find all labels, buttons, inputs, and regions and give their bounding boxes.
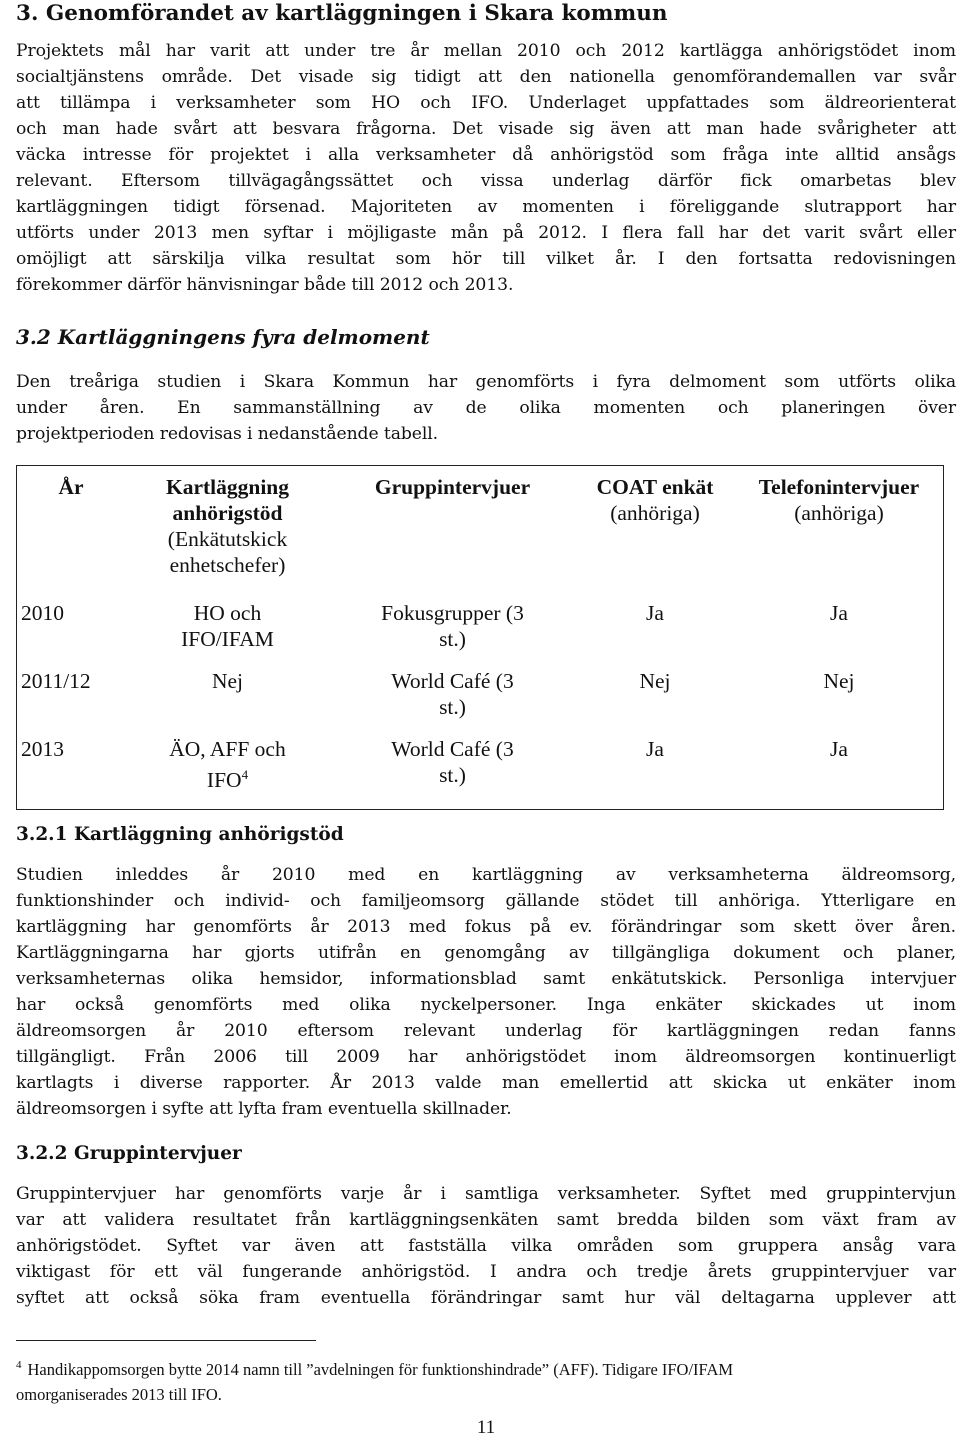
page-number: 11: [476, 1417, 496, 1438]
text-line: funktionshinder och individ- och familjeomsorg gällande stödet till anhöriga. Ytterligare en: [16, 891, 956, 911]
cell-telefon: Ja: [830, 737, 848, 761]
header-gruppintervjuer-label: Gruppintervjuer: [374, 475, 531, 499]
cell-telefon: Ja: [830, 601, 848, 625]
cell-gruppintervjuer: [330, 734, 575, 810]
text-line: under åren. En sammanställning av de olika momenten och planeringen över: [16, 398, 956, 418]
table-header-row: [17, 466, 944, 593]
text-line: kartlagts i diverse rapporter. År 2013 valde man emellertid att skicka ut enkäter inom: [16, 1073, 956, 1093]
text-line: kartläggning har genomförts år 2013 med fokus på ev. förändringar som skett över åren.: [16, 917, 956, 937]
text-line: relevant. Eftersom tillvägagångssättet och vissa underlag därför fick omarbetas blev: [16, 171, 956, 191]
text-line: äldreomsorgen år 2010 eftersom relevant underlag för kartläggningen redan fanns: [16, 1021, 956, 1041]
text-line: Studien inleddes år 2010 med en kartläggning av verksamheterna äldreomsorg,: [16, 865, 956, 885]
cell-gruppintervjuer-text: World Café (3 st.): [391, 669, 514, 719]
table-row: [17, 734, 944, 810]
text-line: viktigast för ett väl fungerande anhörigstöd. I andra och tredje årets gruppintervjuer var: [16, 1262, 956, 1282]
cell-gruppintervjuer: [330, 666, 575, 734]
text-line: förekommer därför hänvisningar både till 2012 och 2013.: [16, 275, 514, 295]
text-line: Projektets mål har varit att under tre år mellan 2010 och 2012 kartlägga anhörigstödet inom: [16, 41, 956, 61]
cell-kartlaggning-value: ÄO, AFF och IFO: [169, 737, 286, 792]
header-year: [17, 466, 126, 593]
header-kartlaggning-label: Kartläggning anhörigstöd: [165, 475, 290, 525]
cell-kartlaggning: [125, 592, 330, 666]
text-line: socialtjänstens område. Det visade sig tidigt att den nationella genomförandemallen var svår: [16, 67, 956, 87]
cell-coat: Ja: [646, 601, 664, 625]
subsection-paragraph: [16, 369, 956, 447]
header-telefon-note: (anhöriga): [794, 501, 884, 525]
subsection-title: 3.2 Kartläggningens fyra delmoment: [16, 325, 430, 349]
cell-kartlaggning: [125, 666, 330, 734]
footnote-reference: 4: [241, 767, 249, 782]
header-coat-label: COAT enkät: [596, 475, 714, 499]
text-line: Gruppintervjuer har genomförts varje år i samtliga verksamheter. Syftet med gruppintervjun: [16, 1184, 956, 1204]
header-telefon: [735, 466, 944, 593]
subsubsection-title-kartlaggning: 3.2.1 Kartläggning anhörigstöd: [16, 824, 344, 845]
cell-gruppintervjuer: [330, 592, 575, 666]
header-coat: [575, 466, 735, 593]
text-line: utförts under 2013 men syftar i möjligaste mån på 2012. I flera fall har det varit svårt eller: [16, 223, 956, 243]
header-gruppintervjuer: [330, 466, 575, 593]
text-line: verksamheternas olika hemsidor, informationsblad samt enkätutskick. Personliga intervjuer: [16, 969, 956, 989]
cell-gruppintervjuer-text: Fokusgrupper (3 st.): [381, 601, 524, 651]
text-line: projektperioden redovisas i nedanstående tabell.: [16, 424, 438, 444]
section-title: 3. Genomförandet av kartläggningen i Skara kommun: [16, 1, 668, 26]
text-line: anhörigstödet. Syftet var även att fastställa vilka områden som gruppera ansåg vara: [16, 1236, 956, 1256]
footnote-marker: 4: [16, 1359, 22, 1371]
cell-kartlaggning-text: HO och IFO/IFAM: [181, 601, 274, 651]
header-year-label: År: [58, 475, 84, 499]
cell-year: 2010: [21, 601, 64, 625]
subsubsection-title-gruppintervjuer: 3.2.2 Gruppintervjuer: [16, 1143, 242, 1164]
gruppintervjuer-paragraph: [16, 1181, 956, 1311]
header-kartlaggning: [125, 466, 330, 593]
table-row: [17, 666, 944, 734]
cell-kartlaggning: [125, 734, 330, 810]
text-line: omöjligt att särskilja vilka resultat som hör till vilket år. I den fortsatta redovisningen: [16, 249, 956, 269]
header-telefon-label: Telefonintervjuer: [758, 475, 920, 499]
footnote-divider: [16, 1340, 316, 1341]
footnote-line: [16, 1353, 956, 1382]
cell-year: 2011/12: [21, 669, 91, 693]
footnote-line: omorganiserades 2013 till IFO.: [16, 1385, 222, 1404]
overview-table: [16, 465, 944, 810]
cell-coat: Ja: [646, 737, 664, 761]
header-coat-note: (anhöriga): [610, 501, 700, 525]
text-line: äldreomsorgen i syfte att lyfta fram eventuella skillnader.: [16, 1099, 512, 1119]
text-line: väcka intresse för projektet i alla verksamheter då anhörigstöd som fråga inte alltid ansågs: [16, 145, 956, 165]
header-kartlaggning-note: (Enkätutskick enhetschefer): [167, 527, 288, 577]
footnote-text: Handikappomsorgen bytte 2014 namn till ”avdelningen för funktionshindrade” (AFF). Tidigare IFO/IFAM: [27, 1360, 734, 1379]
cell-kartlaggning-text: Nej: [211, 669, 244, 693]
text-line: syftet att också söka fram eventuella förändringar samt hur väl deltagarna upplever att: [16, 1288, 956, 1308]
text-line: tillgängligt. Från 2006 till 2009 har anhörigstödet inom äldreomsorgen kontinuerligt: [16, 1047, 956, 1067]
text-line: kartläggningen tidigt försenad. Majoriteten av momenten i föreliggande slutrapport har: [16, 197, 956, 217]
text-line: att tillämpa i verksamheter som HO och IFO. Underlaget uppfattades som äldreorienterat: [16, 93, 956, 113]
table-row: [17, 592, 944, 666]
footnote: [16, 1353, 956, 1407]
text-line: och man hade svårt att besvara frågorna. Det visade sig även att man hade svårigheter att: [16, 119, 956, 139]
cell-gruppintervjuer-text: World Café (3 st.): [391, 737, 514, 787]
text-line: var att validera resultatet från kartläggningsenkäten samt bredda bilden som växt fram av: [16, 1210, 956, 1230]
text-line: Den treåriga studien i Skara Kommun har genomförts i fyra delmoment som utförts olika: [16, 372, 956, 392]
text-line: har också genomförts med olika nyckelpersoner. Inga enkäter skickades ut inom: [16, 995, 956, 1015]
text-line: Kartläggningarna har gjorts utifrån en genomgång av tillgängliga dokument och planer,: [16, 943, 956, 963]
cell-telefon: Nej: [823, 669, 855, 693]
kartlaggning-paragraph: [16, 862, 956, 1122]
intro-paragraph: [16, 38, 956, 298]
cell-year: 2013: [21, 737, 64, 761]
cell-kartlaggning-text: [153, 736, 303, 793]
cell-coat: Nej: [639, 669, 671, 693]
